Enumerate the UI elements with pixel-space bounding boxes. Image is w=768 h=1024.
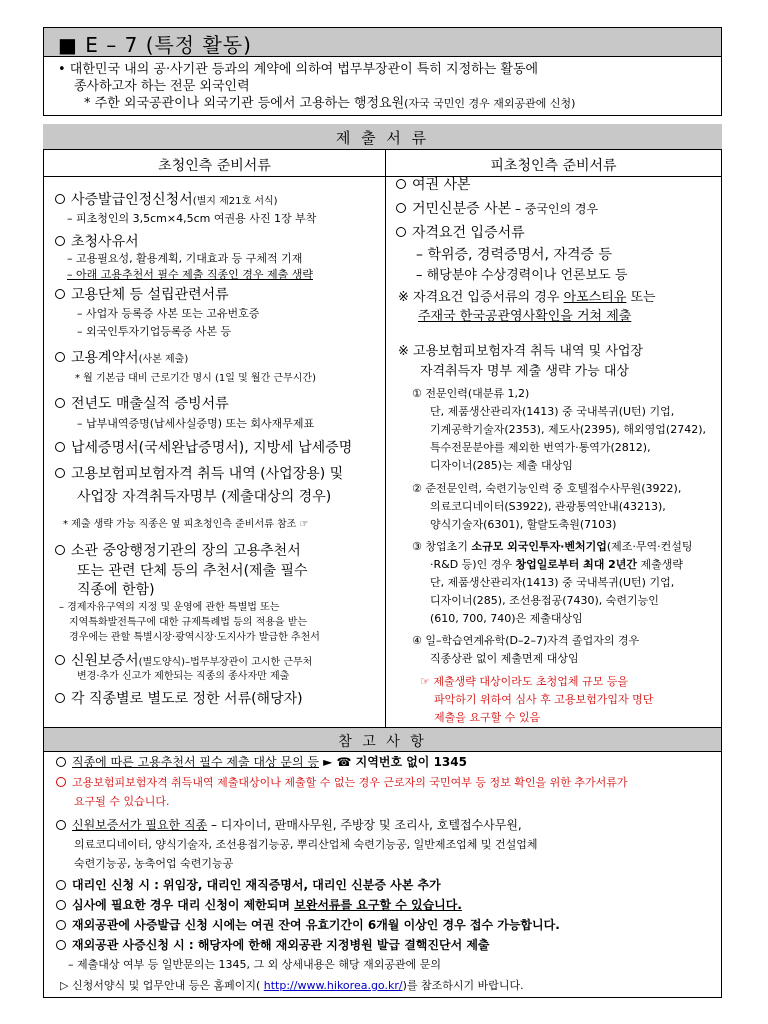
homepage-link[interactable]: http://www.hikorea.go.kr/: [263, 979, 403, 992]
list-item-detail: – 아래 고용추천서 필수 제출 직종인 경우 제출 생략: [67, 268, 313, 281]
circle-bullet-icon: [55, 468, 65, 478]
exemption-note: ※ 고용보험피보험자격 취득 내역 및 사업장: [398, 344, 644, 359]
circle-bullet-icon: [56, 900, 66, 910]
list-item: 고용계약서(사본 제출): [55, 350, 188, 366]
exemption-item-detail: 직종상관 없이 제출면제 대상임: [430, 652, 579, 665]
exemption-item-detail: (610, 700, 740)은 제출대상임: [430, 612, 583, 625]
list-item-continued: 사업장 자격취득자명부 (제출대상의 경우): [77, 489, 332, 505]
exemption-item-detail: 의료코디네이터(S3922), 관광통역안내(43213),: [430, 500, 666, 513]
list-item-detail: 지역특화발전특구에 대한 규제특례법 등의 적용을 받는: [69, 617, 308, 628]
list-item: 사증발급인정신청서(별지 제21호 서식): [55, 192, 278, 208]
note-text: * 제출 생략 가능 직종은 옆 피초청인측 준비서류 참조 ☞: [63, 519, 309, 530]
exemption-item-detail: 단, 제품생산관리자(1413) 중 국내복귀(U턴) 기업,: [430, 405, 675, 418]
exemption-item-detail: ·R&D 등)인 경우 창업일로부터 최대 2년간 제출생략: [430, 558, 684, 571]
list-item-continued: 직종에 한함): [77, 582, 155, 598]
circle-bullet-icon: [55, 693, 65, 703]
list-item-detail: 변경·추가 신고가 제한되는 직종의 종사자만 제출: [77, 671, 290, 682]
circle-bullet-icon: [56, 757, 66, 767]
list-item-continued: 또는 관련 단체 등의 추천서(제출 필수: [77, 563, 308, 579]
list-item-detail: – 고용필요성, 활용계획, 기대효과 등 구체적 기재: [67, 252, 303, 265]
list-item: 고용보험피보험자격 취득 내역 (사업장용) 및: [55, 466, 343, 482]
exemption-item: ④ 일–학습연계유학(D–2–7)자격 졸업자의 경우: [412, 634, 640, 647]
intro-line-3-small: (자국 국민인 경우 재외공관에 신청): [404, 97, 576, 110]
list-item-detail: – 사업자 등록증 사본 또는 고유번호증: [77, 307, 260, 320]
circle-bullet-icon: [55, 194, 65, 204]
reference-item-detail: – 제출대상 여부 등 일반문의는 1345, 그 외 상세내용은 해당 재외공관에 문의: [68, 958, 441, 971]
list-item: 전년도 매출실적 증빙서류: [55, 396, 229, 412]
list-item-detail: – 납부내역증명(납세사실증명) 또는 회사재무제표: [77, 417, 315, 430]
list-item: 소관 중앙행정기관의 장의 고용추천서: [55, 543, 301, 559]
section-header: [43, 27, 722, 57]
warning-note-continued: 파악하기 위하여 심사 후 고용보험가입자 명단: [434, 693, 654, 706]
reference-item: 심사에 필요한 경우 대리 신청이 제한되며 보완서류를 요구할 수 있습니다.: [56, 899, 462, 913]
reference-item-continued: 의료코디네이터, 양식기술자, 조선용접기능공, 뿌리산업체 숙련기능공, 일반제조업체 및 건설업체: [74, 838, 538, 851]
reference-item: 재외공관에 사증발급 신청 시에는 여권 잔여 유효기간이 6개월 이상인 경우 접수 가능합니다.: [56, 919, 560, 933]
list-item-detail: – 외국인투자기업등록증 사본 등: [77, 325, 232, 338]
list-item: 자격요건 입증서류: [396, 225, 525, 241]
circle-bullet-icon: [55, 289, 65, 299]
intro-line-3: [84, 97, 575, 112]
exemption-item-detail: 양식기술자(6301), 할랄도축원(7103): [430, 518, 617, 531]
circle-bullet-icon: [396, 179, 406, 189]
exemption-item: ② 준전문인력, 숙련기능인력 중 호텔접수사무원(3922),: [412, 482, 682, 495]
documents-title: 제 출 서 류: [335, 129, 430, 147]
reference-item: 직종에 따른 고용추천서 필수 제출 대상 문의 등 ► ☎ 지역번호 없이 1345: [56, 756, 467, 770]
circle-bullet-icon: [55, 442, 65, 452]
list-item: 신원보증서(별도양식)–법무부장관이 고시한 근무처: [55, 653, 312, 669]
circle-bullet-icon: [56, 777, 66, 787]
circle-bullet-icon: [56, 820, 66, 830]
list-item: 각 직종별로 별도로 정한 서류(해당자): [55, 691, 303, 707]
documents-header: [43, 124, 722, 150]
list-item-detail: 경우에는 관할 특별시장·광역시장·도지사가 발급한 추천서: [69, 632, 320, 643]
list-item-detail: – 피초청인의 3,5cm×4,5cm 여권용 사진 1장 부착: [67, 212, 317, 225]
circle-bullet-icon: [396, 203, 406, 213]
circle-bullet-icon: [56, 880, 66, 890]
right-column-header: [385, 150, 722, 177]
reference-item: 고용보험피보험자격 취득내역 제출대상이나 제출할 수 없는 경우 근로자의 국민여부 등 정보 확인을 위한 추가서류가: [56, 777, 628, 790]
list-item: 납세증명서(국세완납증명서), 지방세 납세증명: [55, 440, 352, 456]
circle-bullet-icon: [55, 352, 65, 362]
exemption-item-detail: 기계공학기술자(2353), 제도사(2395), 해외영업(2742),: [430, 423, 706, 436]
reference-header: [43, 728, 722, 752]
reference-item-continued: 숙련기능공, 농축어업 숙련기능공: [74, 857, 234, 870]
list-item: 고용단체 등 설립관련서류: [55, 287, 229, 303]
exemption-item-detail: 디자이너(285), 조선용접공(7430), 숙련기능인: [430, 594, 659, 607]
list-item: 거민신분증 사본 – 중국인의 경우: [396, 201, 598, 217]
list-item: 초청사유서: [55, 234, 139, 250]
reference-title: 참 고 사 항: [338, 734, 427, 750]
apostille-note: ※ 자격요건 입증서류의 경우 아포스티유 또는: [398, 290, 656, 305]
homepage-note: ▷ 신청서양식 및 업무안내 등은 홈페이지( http://www.hikorea.go.kr/)를 참조하시기 바랍니다.: [60, 979, 524, 992]
circle-bullet-icon: [55, 655, 65, 665]
reference-item: 대리인 신청 시 : 위임장, 대리인 재직증명서, 대리인 신분증 사본 추가: [56, 879, 441, 893]
exemption-note-continued: 자격취득자 명부 제출 생략 가능 대상: [420, 364, 630, 379]
circle-bullet-icon: [55, 398, 65, 408]
intro-box: [43, 57, 722, 116]
apostille-note-continued: 주재국 한국공관영사확인을 거쳐 제출: [418, 309, 632, 324]
circle-bullet-icon: [396, 227, 406, 237]
reference-item-continued: 요구될 수 있습니다.: [74, 795, 170, 808]
list-item-detail: – 경제자유구역의 지정 및 운영에 관한 특별법 또는: [59, 602, 280, 613]
circle-bullet-icon: [55, 545, 65, 555]
left-column: [43, 177, 385, 728]
intro-line-3-main: * 주한 외국공관이나 외국기관 등에서 고용하는 행정요원: [84, 96, 405, 111]
exemption-item: ① 전문인력(대분류 1,2): [412, 387, 530, 400]
intro-line-2: 종사하고자 하는 전문 외국인력: [74, 79, 250, 94]
intro-line-1: • 대한민국 내의 공·사기관 등과의 계약에 의하여 법무부장관이 특히 지정하는 활동에: [58, 62, 539, 77]
reference-item: 신원보증서가 필요한 직종 – 디자이너, 판매사무원, 주방장 및 조리사, 호텔접수사무원,: [56, 819, 522, 833]
page-title: ■ E – 7 (특정 활동): [58, 33, 252, 57]
list-item-detail: – 학위증, 경력증명서, 자격증 등: [416, 247, 612, 263]
circle-bullet-icon: [55, 236, 65, 246]
exemption-item-detail: 특수전문분야를 제외한 번역가·통역가(2812),: [430, 441, 651, 454]
reference-box: [43, 752, 722, 998]
exemption-item: ③ 창업초기 소규모 외국인투자·벤처기업(제조·무역·컨설팅: [412, 540, 693, 553]
left-column-header: [43, 150, 386, 177]
list-item-detail: – 해당분야 수상경력이나 언론보도 등: [416, 268, 628, 283]
list-item-detail: * 월 기본급 대비 근로기간 명시 (1일 및 월간 근무시간): [75, 373, 316, 384]
circle-bullet-icon: [56, 920, 66, 930]
reference-item: 재외공관 사증신청 시 : 해당자에 한해 재외공관 지정병원 발급 결핵진단서 제출: [56, 939, 490, 953]
right-column: [386, 177, 722, 728]
right-column-title: 피초청인측 준비서류: [490, 158, 617, 174]
exemption-item-detail: 단, 제품생산관리자(1413) 중 국내복귀(U턴) 기업,: [430, 576, 675, 589]
list-item: 여권 사본: [396, 177, 471, 193]
warning-note: ☞ 제출생략 대상이라도 초청업체 규모 등을: [420, 675, 628, 688]
warning-note-continued: 제출을 요구할 수 있음: [434, 711, 541, 724]
circle-bullet-icon: [56, 940, 66, 950]
left-column-title: 초청인측 준비서류: [158, 158, 271, 174]
exemption-item-detail: 디자이너(285)는 제출 대상임: [430, 459, 573, 472]
